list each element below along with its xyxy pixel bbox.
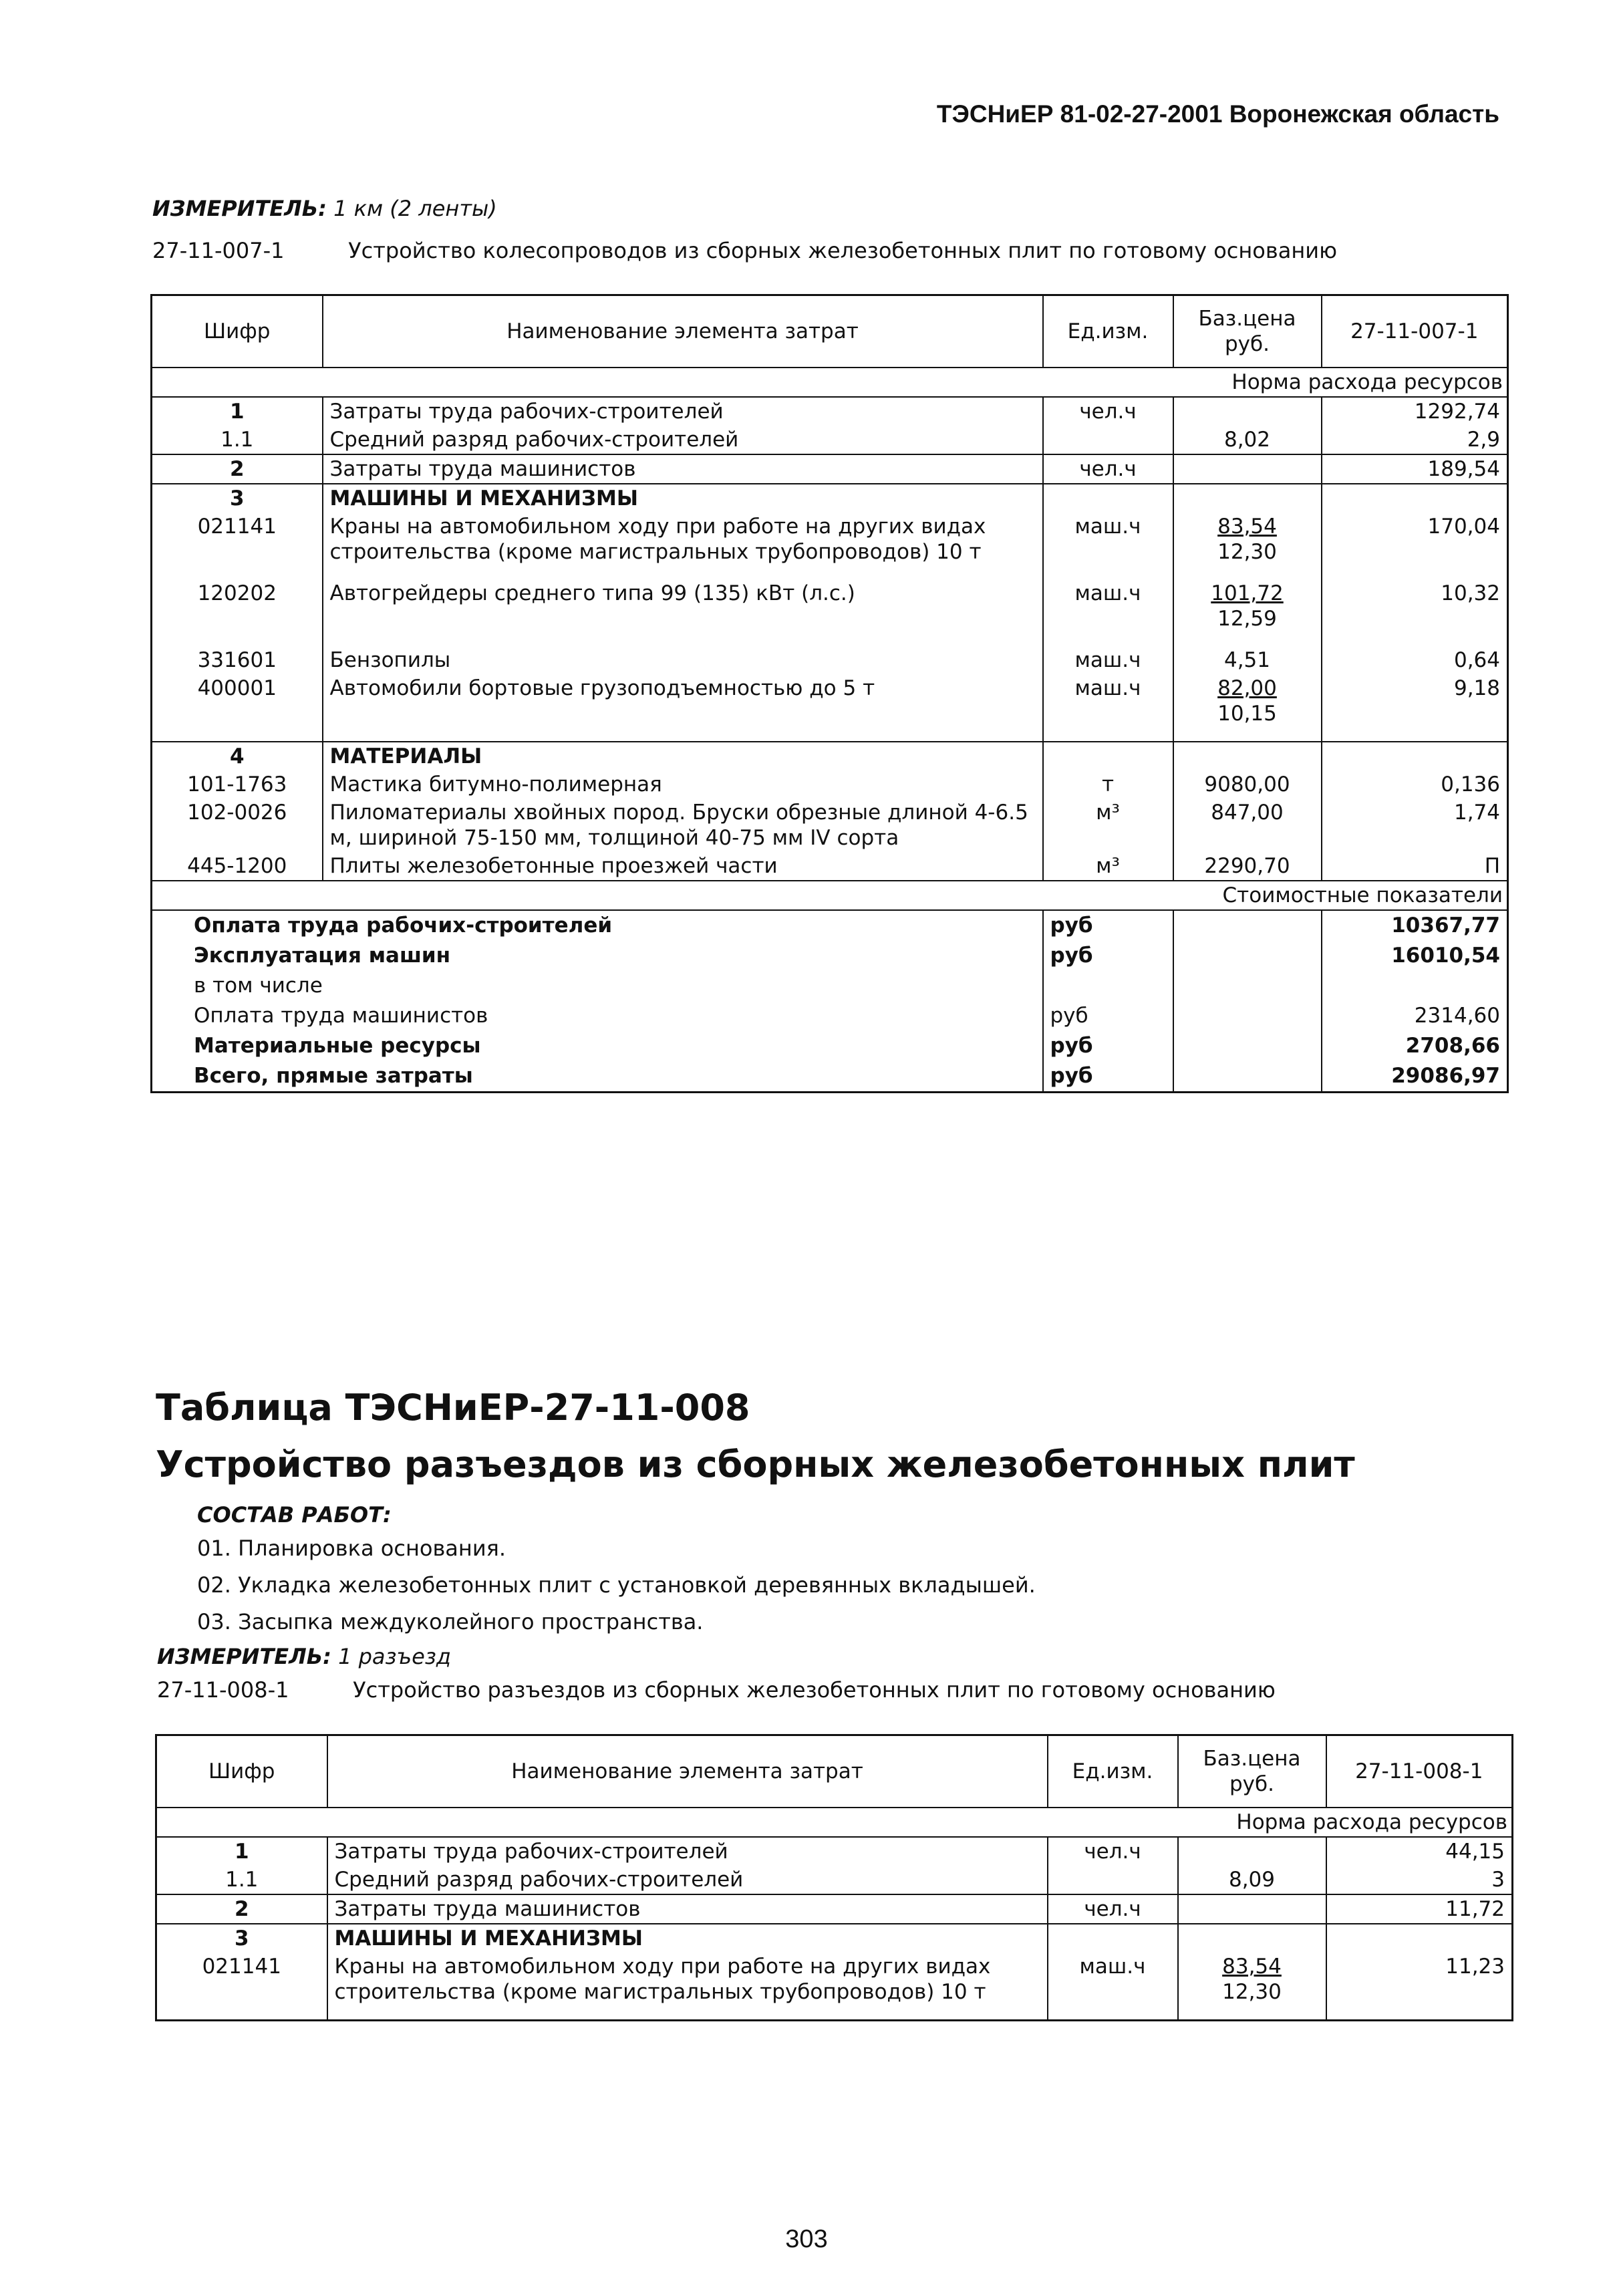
cell-price [1173,579,1322,646]
cost-value: 10367,77 [1322,910,1508,941]
page-number: 303 [785,2225,828,2253]
cell-value: П [1322,852,1508,881]
cell-unit: маш.ч [1043,579,1173,646]
cost-value: 2314,60 [1322,1001,1508,1031]
cell-code: 021141 [197,515,277,539]
col-header-code-2: Шифр [156,1735,327,1808]
cell-name: Мастика битумно-полимерная [323,770,1043,799]
cost-empty [1173,971,1322,1001]
price-value: 2290,70 [1204,854,1290,878]
table-header-2 [156,1735,1513,1808]
cell-unit: маш.ч [1043,674,1173,742]
cost-unit: руб [1043,1001,1173,1031]
cost-name: Оплата труда рабочих-строителей [152,910,1043,941]
cell-name: МАШИНЫ И МЕХАНИЗМЫ [323,484,1043,513]
cell-value: 3 [1326,1866,1513,1894]
cell-code: 331601 [197,648,277,672]
table-row [156,1953,1513,2021]
cost-row [152,971,1508,1001]
cell-code: 021141 [202,1955,281,1979]
measure-line [152,196,497,221]
cost-empty [1173,1061,1322,1093]
cost-empty [1173,941,1322,971]
cell-unit: чел.ч [1043,397,1173,426]
cell-name: Средний разряд рабочих-строителей [327,1866,1048,1894]
table-row [156,1837,1513,1866]
table-row [152,513,1508,579]
cell-value: 1292,74 [1322,397,1508,426]
price-value: 83,54 [1222,1955,1282,1979]
cell-unit: маш.ч [1048,1953,1178,2021]
price-value: 82,00 [1217,676,1277,700]
price-value: 83,54 [1217,515,1277,539]
cell-name: Бензопилы [323,646,1043,674]
cell-price [1178,1953,1326,2021]
measure-value-2: 1 разъезд [338,1644,451,1669]
cost-name: Материальные ресурсы [194,1034,481,1058]
cell-value: 9,18 [1322,674,1508,742]
work-item-3: 03. Засыпка междуколейного пространства. [197,1609,704,1634]
cell-unit: м³ [1043,799,1173,852]
cell-code: 3 [156,1924,327,1953]
cell-name: Средний разряд рабочих-строителей [323,426,1043,454]
cell-code: 4 [152,742,323,770]
cost-value: 2708,66 [1322,1031,1508,1061]
cell-unit [1043,426,1173,454]
cell-price [1173,513,1322,579]
cell-name: Затраты труда рабочих-строителей [327,1837,1048,1866]
table-row [152,852,1508,881]
table-row [156,1866,1513,1894]
col-header-price: Баз.цена руб. [1173,295,1322,368]
measure-value: 1 км (2 ленты) [333,196,497,221]
price-machinist-value: 12,59 [1217,607,1277,631]
cost-row [152,1001,1508,1031]
cost-name: Оплата труда машинистов [194,1004,488,1028]
cell-price [1173,426,1322,454]
cost-value [1322,971,1508,1001]
cell-price [1178,1866,1326,1894]
cell-value: 1,74 [1322,799,1508,852]
price-machinist-value: 12,30 [1217,540,1277,564]
cell-code: 1 [234,1840,249,1864]
code-2: 27-11-008-1 [157,1677,289,1703]
estimate-table-2 [155,1734,1513,2021]
cell-unit [1048,1924,1178,1953]
cell-value [1322,484,1508,513]
cell-name: МАТЕРИАЛЫ [323,742,1043,770]
table-row [152,674,1508,742]
estimate-table-1 [150,294,1509,1093]
cell-code: 101-1763 [187,772,287,797]
work-item-2: 02. Укладка железобетонных плит с установкой деревянных вкладышей. [197,1572,1036,1598]
cell-price [1173,484,1322,513]
section-subtitle: Устройство разъездов из сборных железобетонных плит [156,1443,1355,1485]
cell-price [1173,852,1322,881]
cell-code: 1.1 [225,1868,259,1892]
cost-empty [1173,910,1322,941]
code-line [152,238,1337,263]
code-description: Устройство колесопроводов из сборных железобетонных плит по готовому основанию [348,238,1337,263]
cell-price [1173,742,1322,770]
code-description-2: Устройство разъездов из сборных железобетонных плит по готовому основанию [353,1677,1276,1703]
cell-unit: маш.ч [1043,646,1173,674]
price-value: 8,09 [1228,1868,1276,1892]
cell-code: 1 [229,400,245,424]
cell-code: 3 [152,484,323,513]
cost-row [152,1031,1508,1061]
table-row [156,1924,1513,1953]
cell-code: 400001 [197,676,277,700]
cell-unit [1043,484,1173,513]
cell-unit: чел.ч [1048,1837,1178,1866]
cell-price [1173,770,1322,799]
norm-label-2: Норма расхода ресурсов [156,1808,1513,1837]
cell-name: Затраты труда машинистов [323,454,1043,484]
cell-unit: т [1043,770,1173,799]
document-header: ТЭСНиЕР 81-02-27-2001 Воронежская область [936,100,1499,128]
cell-name: Пиломатериалы хвойных пород. Бруски обрезные длиной 4-6.5 м, шириной 75-150 мм, толщиной 40-75 мм IV сорта [323,799,1043,852]
table-row [152,397,1508,426]
cell-code: 2 [156,1894,327,1924]
cost-row [152,910,1508,941]
cell-value: 189,54 [1322,454,1508,484]
cell-price [1178,1924,1326,1953]
col-header-name-2: Наименование элемента затрат [327,1735,1048,1808]
cell-value [1322,742,1508,770]
table-row [152,742,1508,770]
col-header-unit-2: Ед.изм. [1048,1735,1178,1808]
norm-label-row [152,368,1508,397]
cost-unit [1043,971,1173,1001]
cell-price [1173,454,1322,484]
price-value: 4,51 [1223,648,1271,672]
cell-unit [1048,1866,1178,1894]
cell-code: 102-0026 [187,801,287,825]
code-line-2 [157,1677,1276,1703]
cell-price [1178,1837,1326,1866]
cell-value [1326,1924,1513,1953]
cell-code: 2 [152,454,323,484]
cost-name: Всего, прямые затраты [194,1064,473,1088]
cell-name: Краны на автомобильном ходу при работе на других видах строительства (кроме магистральных трубопроводов) 10 т [323,513,1043,579]
cell-name: Затраты труда рабочих-строителей [323,397,1043,426]
cost-name: в том числе [194,974,323,998]
table-body-2 [156,1837,1513,2021]
measure-label: ИЗМЕРИТЕЛЬ: [152,196,327,221]
cell-value: 11,72 [1326,1894,1513,1924]
col-header-price-2: Баз.цена руб. [1178,1735,1326,1808]
cell-code: 445-1200 [187,854,287,878]
cost-row [152,941,1508,971]
cell-price [1173,646,1322,674]
cell-value: 44,15 [1326,1837,1513,1866]
table-row [152,799,1508,852]
cell-unit: м³ [1043,852,1173,881]
table-row [152,484,1508,513]
cell-code: 1.1 [221,428,254,452]
cost-empty [1173,1001,1322,1031]
section-title: Таблица ТЭСНиЕР-27-11-008 [156,1387,750,1429]
code: 27-11-007-1 [152,238,285,263]
cell-name: Краны на автомобильном ходу при работе на других видах строительства (кроме магистральных трубопроводов) 10 т [327,1953,1048,2021]
work-item-1: 01. Планировка основания. [197,1536,506,1561]
norm-label: Норма расхода ресурсов [152,368,1508,397]
cell-name: Затраты труда машинистов [327,1894,1048,1924]
table-row [152,426,1508,454]
table-row [152,770,1508,799]
cost-empty [1173,1031,1322,1061]
price-value: 8,02 [1223,428,1271,452]
cell-code: 120202 [197,581,277,605]
table-row [152,454,1508,484]
col-header-norm-code: 27-11-007-1 [1322,295,1508,368]
cost-unit: руб [1043,941,1173,971]
cell-name: МАШИНЫ И МЕХАНИЗМЫ [327,1924,1048,1953]
cost-unit: руб [1043,1061,1173,1093]
cell-value: 0,136 [1322,770,1508,799]
cost-value: 29086,97 [1322,1061,1508,1093]
price-value: 9080,00 [1204,772,1290,797]
cell-price [1173,799,1322,852]
cell-unit: маш.ч [1043,513,1173,579]
table-body [152,397,1508,881]
price-value: 101,72 [1211,581,1284,605]
table-row [152,646,1508,674]
cell-value: 2,9 [1322,426,1508,454]
price-machinist-value: 10,15 [1217,702,1277,726]
cell-value: 10,32 [1322,579,1508,646]
cell-value: 0,64 [1322,646,1508,674]
cost-value: 16010,54 [1322,941,1508,971]
cost-label-row [152,881,1508,910]
measure-label-2: ИЗМЕРИТЕЛЬ: [157,1644,331,1669]
cell-unit [1043,742,1173,770]
works-label: СОСТАВ РАБОТ: [197,1502,392,1528]
table-row [152,579,1508,646]
cell-value: 11,23 [1326,1953,1513,2021]
cell-price [1178,1894,1326,1924]
col-header-unit: Ед.изм. [1043,295,1173,368]
table-header [152,295,1508,368]
cost-label: Стоимостные показатели [152,881,1508,910]
cost-row [152,1061,1508,1093]
price-machinist-value: 12,30 [1222,1980,1282,2004]
cell-value: 170,04 [1322,513,1508,579]
cell-unit: чел.ч [1048,1894,1178,1924]
cell-unit: чел.ч [1043,454,1173,484]
cell-price [1173,397,1322,426]
norm-label-row-2 [156,1808,1513,1837]
cell-name: Автогрейдеры среднего типа 99 (135) кВт (л.с.) [323,579,1043,646]
col-header-name: Наименование элемента затрат [323,295,1043,368]
col-header-code: Шифр [152,295,323,368]
table-row [156,1894,1513,1924]
cost-unit: руб [1043,1031,1173,1061]
col-header-norm-code-2: 27-11-008-1 [1326,1735,1513,1808]
cell-price [1173,674,1322,742]
cost-rows [152,910,1508,1093]
price-value: 847,00 [1211,801,1284,825]
cost-unit: руб [1043,910,1173,941]
measure-line-2 [157,1644,451,1669]
cell-name: Плиты железобетонные проезжей части [323,852,1043,881]
cost-name: Эксплуатация машин [194,944,451,968]
cell-name: Автомобили бортовые грузоподъемностью до 5 т [323,674,1043,742]
